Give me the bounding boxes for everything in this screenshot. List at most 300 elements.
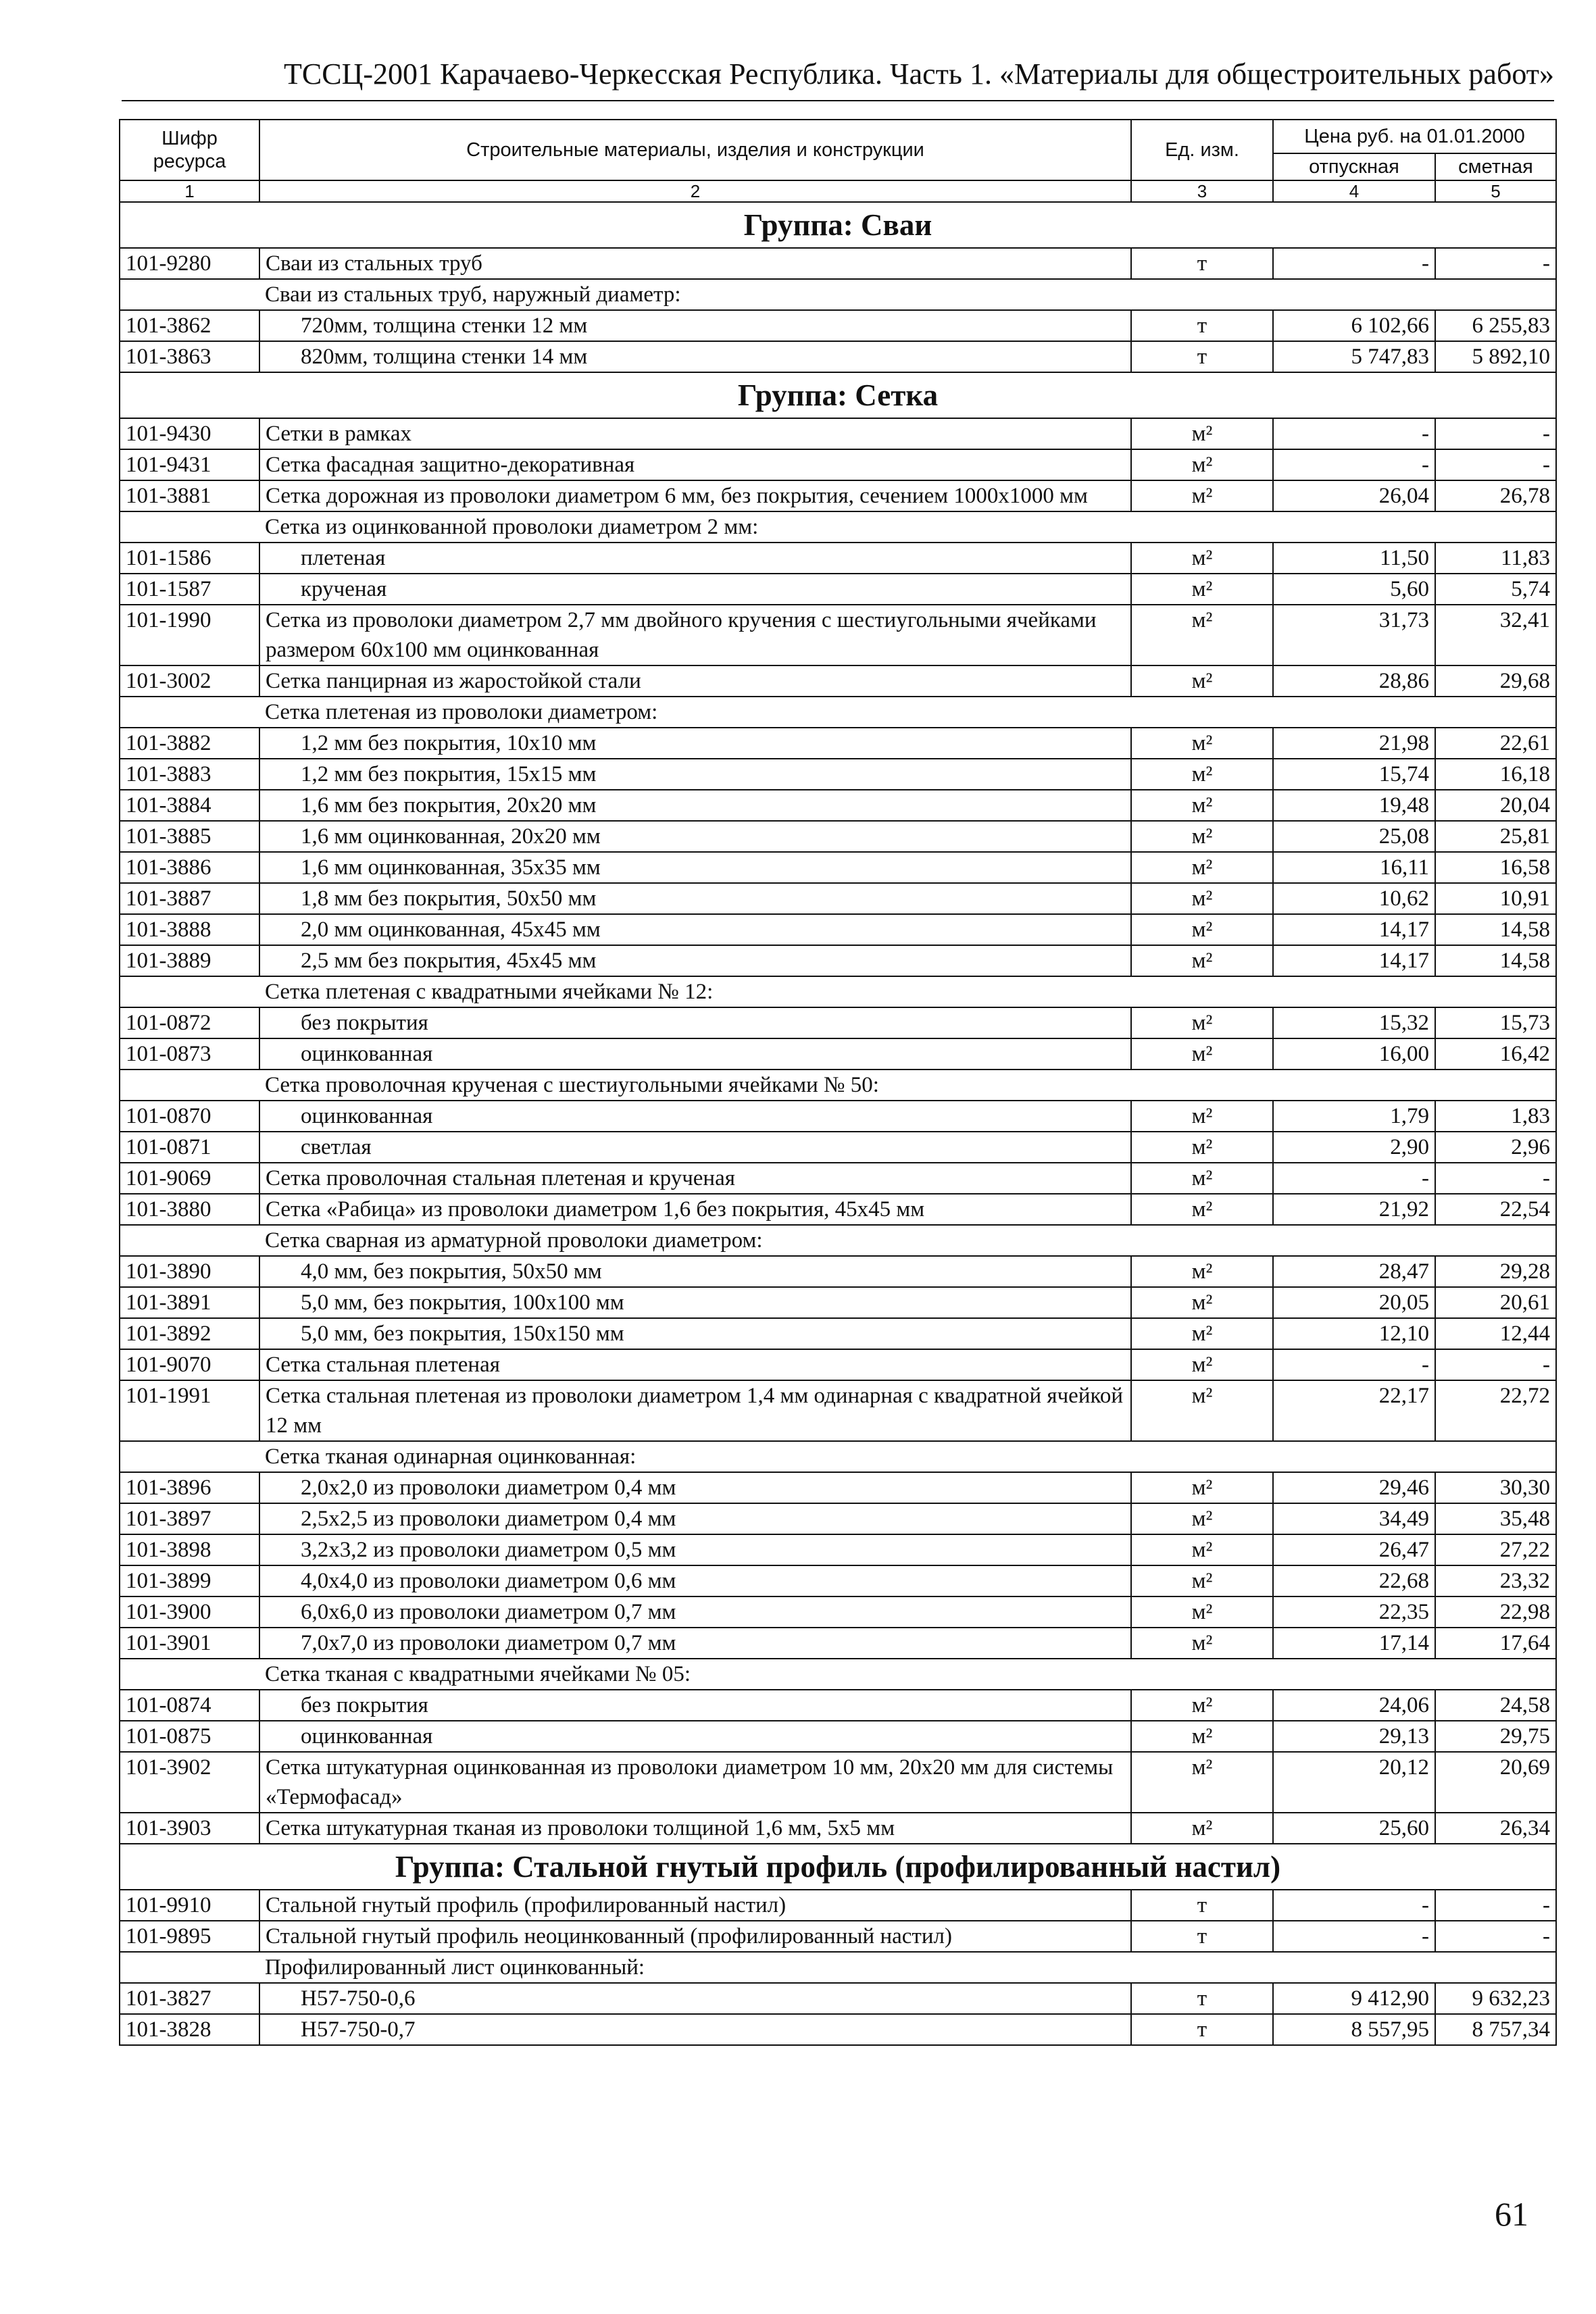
group-heading-row — [120, 202, 1556, 248]
material-name: 3,2х3,2 из проволоки диаметром 0,5 мм — [259, 1534, 1131, 1565]
release-price: 11,50 — [1273, 543, 1435, 574]
table-row — [120, 605, 1556, 665]
subheading-row — [120, 697, 1556, 728]
estimate-price: 2,96 — [1435, 1132, 1556, 1163]
release-price: 26,47 — [1273, 1534, 1435, 1565]
resource-code: 101-3897 — [120, 1503, 259, 1534]
subheading-row — [120, 1070, 1556, 1101]
estimate-price: 24,58 — [1435, 1690, 1556, 1721]
table-body — [120, 202, 1556, 2045]
column-number: 4 — [1273, 180, 1435, 202]
release-price: 14,17 — [1273, 914, 1435, 945]
header-price: Цена руб. на 01.01.2000 — [1273, 120, 1556, 153]
material-name: Сетка панцирная из жаростойкой стали — [259, 665, 1131, 697]
table-row — [120, 543, 1556, 574]
release-price: 5 747,83 — [1273, 341, 1435, 372]
unit-cell: м² — [1131, 1038, 1273, 1070]
material-name: 1,2 мм без покрытия, 10х10 мм — [259, 728, 1131, 759]
release-price: 25,60 — [1273, 1813, 1435, 1844]
material-name: 820мм, толщина стенки 14 мм — [259, 341, 1131, 372]
unit-cell: м² — [1131, 1752, 1273, 1813]
table-row — [120, 1380, 1556, 1441]
release-price: 28,47 — [1273, 1256, 1435, 1287]
estimate-price: 26,34 — [1435, 1813, 1556, 1844]
estimate-price: 23,32 — [1435, 1565, 1556, 1596]
material-name: 1,2 мм без покрытия, 15х15 мм — [259, 759, 1131, 790]
table-row — [120, 1007, 1556, 1038]
table-row — [120, 1721, 1556, 1752]
unit-cell: т — [1131, 310, 1273, 341]
subheading-spacer — [120, 697, 259, 728]
subheading-text: Сетка тканая с квадратными ячейками № 05: — [259, 1659, 1556, 1690]
unit-cell: м² — [1131, 543, 1273, 574]
material-name: 2,0х2,0 из проволоки диаметром 0,4 мм — [259, 1472, 1131, 1503]
material-name: без покрытия — [259, 1690, 1131, 1721]
estimate-price: 16,58 — [1435, 852, 1556, 883]
table-row — [120, 790, 1556, 821]
unit-cell: т — [1131, 1890, 1273, 1921]
unit-cell: м² — [1131, 1349, 1273, 1380]
table-row — [120, 1628, 1556, 1659]
release-price: - — [1273, 449, 1435, 480]
material-name: Сетка «Рабица» из проволоки диаметром 1,6 без покрытия, 45х45 мм — [259, 1194, 1131, 1225]
material-name: крученая — [259, 574, 1131, 605]
release-price: 19,48 — [1273, 790, 1435, 821]
release-price: 16,00 — [1273, 1038, 1435, 1070]
table-row — [120, 310, 1556, 341]
unit-cell: м² — [1131, 1472, 1273, 1503]
estimate-price: - — [1435, 248, 1556, 279]
table-row — [120, 1983, 1556, 2014]
material-name: Сетка стальная плетеная из проволоки диаметром 1,4 мм одинарная с квадратной ячейкой 12 мм — [259, 1380, 1131, 1441]
resource-code: 101-0871 — [120, 1132, 259, 1163]
estimate-price: 22,72 — [1435, 1380, 1556, 1441]
release-price: 1,79 — [1273, 1101, 1435, 1132]
table-row — [120, 1921, 1556, 1952]
resource-code: 101-3886 — [120, 852, 259, 883]
material-name: Сетка стальная плетеная — [259, 1349, 1131, 1380]
unit-cell: м² — [1131, 1503, 1273, 1534]
unit-cell: т — [1131, 341, 1273, 372]
resource-code: 101-3880 — [120, 1194, 259, 1225]
resource-code: 101-3888 — [120, 914, 259, 945]
release-price: - — [1273, 1921, 1435, 1952]
release-price: 15,74 — [1273, 759, 1435, 790]
table-row — [120, 1503, 1556, 1534]
header-estimate-price: сметная — [1435, 153, 1556, 180]
resource-code: 101-9910 — [120, 1890, 259, 1921]
unit-cell: м² — [1131, 1194, 1273, 1225]
table-row — [120, 1472, 1556, 1503]
resource-code: 101-0875 — [120, 1721, 259, 1752]
material-name: Сетка из проволоки диаметром 2,7 мм двойного кручения с шестиугольными ячейками размером 60х100 мм оцинкованная — [259, 605, 1131, 665]
estimate-price: - — [1435, 1163, 1556, 1194]
column-number: 1 — [120, 180, 259, 202]
subheading-spacer — [120, 1952, 259, 1983]
subheading-row — [120, 976, 1556, 1007]
table-row — [120, 914, 1556, 945]
release-price: - — [1273, 418, 1435, 449]
material-name: Сетка штукатурная тканая из проволоки толщиной 1,6 мм, 5х5 мм — [259, 1813, 1131, 1844]
resource-code: 101-0873 — [120, 1038, 259, 1070]
subheading-spacer — [120, 511, 259, 543]
estimate-price: - — [1435, 1921, 1556, 1952]
release-price: 34,49 — [1273, 1503, 1435, 1534]
unit-cell: м² — [1131, 1132, 1273, 1163]
table-row — [120, 1534, 1556, 1565]
table-row — [120, 2014, 1556, 2045]
material-name: 7,0х7,0 из проволоки диаметром 0,7 мм — [259, 1628, 1131, 1659]
release-price: 22,35 — [1273, 1596, 1435, 1628]
table-row — [120, 821, 1556, 852]
resource-code: 101-9895 — [120, 1921, 259, 1952]
estimate-price: 5,74 — [1435, 574, 1556, 605]
resource-code: 101-3885 — [120, 821, 259, 852]
release-price: - — [1273, 1890, 1435, 1921]
estimate-price: 5 892,10 — [1435, 341, 1556, 372]
table-row — [120, 1101, 1556, 1132]
table-row — [120, 1890, 1556, 1921]
subheading-row — [120, 1952, 1556, 1983]
page-number: 61 — [1495, 2195, 1528, 2233]
resource-code: 101-0870 — [120, 1101, 259, 1132]
estimate-price: - — [1435, 1890, 1556, 1921]
material-name: 4,0 мм, без покрытия, 50х50 мм — [259, 1256, 1131, 1287]
material-name: без покрытия — [259, 1007, 1131, 1038]
table-row — [120, 1256, 1556, 1287]
header-unit: Ед. изм. — [1131, 120, 1273, 180]
subheading-text: Сваи из стальных труб, наружный диаметр: — [259, 279, 1556, 310]
estimate-price: 10,91 — [1435, 883, 1556, 914]
table-row — [120, 945, 1556, 976]
unit-cell: м² — [1131, 945, 1273, 976]
release-price: 10,62 — [1273, 883, 1435, 914]
estimate-price: 6 255,83 — [1435, 310, 1556, 341]
resource-code: 101-1991 — [120, 1380, 259, 1441]
estimate-price: 32,41 — [1435, 605, 1556, 665]
release-price: 25,08 — [1273, 821, 1435, 852]
table-row — [120, 1596, 1556, 1628]
resource-code: 101-1587 — [120, 574, 259, 605]
release-price: 16,11 — [1273, 852, 1435, 883]
unit-cell: м² — [1131, 1256, 1273, 1287]
material-name: Стальной гнутый профиль неоцинкованный (профилированный настил) — [259, 1921, 1131, 1952]
estimate-price: 8 757,34 — [1435, 2014, 1556, 2045]
unit-cell: м² — [1131, 480, 1273, 511]
material-name: Сетка штукатурная оцинкованная из проволоки диаметром 10 мм, 20х20 мм для системы «Термофасад» — [259, 1752, 1131, 1813]
table-row — [120, 1813, 1556, 1844]
table-row — [120, 1132, 1556, 1163]
table-row — [120, 759, 1556, 790]
unit-cell: т — [1131, 2014, 1273, 2045]
material-name: 5,0 мм, без покрытия, 150х150 мм — [259, 1318, 1131, 1349]
release-price: 2,90 — [1273, 1132, 1435, 1163]
estimate-price: 20,61 — [1435, 1287, 1556, 1318]
subheading-row — [120, 1225, 1556, 1256]
estimate-price: 14,58 — [1435, 945, 1556, 976]
material-name: оцинкованная — [259, 1038, 1131, 1070]
table-row — [120, 1194, 1556, 1225]
estimate-price: 30,30 — [1435, 1472, 1556, 1503]
unit-cell: м² — [1131, 728, 1273, 759]
material-name: 2,5 мм без покрытия, 45х45 мм — [259, 945, 1131, 976]
resource-code: 101-3891 — [120, 1287, 259, 1318]
resource-code: 101-1586 — [120, 543, 259, 574]
subheading-text: Сетка плетеная с квадратными ячейками № 12: — [259, 976, 1556, 1007]
group-heading-row — [120, 1844, 1556, 1890]
material-name: 6,0х6,0 из проволоки диаметром 0,7 мм — [259, 1596, 1131, 1628]
release-price: 9 412,90 — [1273, 1983, 1435, 2014]
table-row — [120, 341, 1556, 372]
material-name: Сетка дорожная из проволоки диаметром 6 мм, без покрытия, сечением 1000х1000 мм — [259, 480, 1131, 511]
unit-cell: м² — [1131, 1318, 1273, 1349]
material-name: Н57-750-0,7 — [259, 2014, 1131, 2045]
estimate-price: 22,98 — [1435, 1596, 1556, 1628]
resource-code: 101-3892 — [120, 1318, 259, 1349]
material-name: 1,6 мм оцинкованная, 20х20 мм — [259, 821, 1131, 852]
estimate-price: 20,69 — [1435, 1752, 1556, 1813]
table-row — [120, 1349, 1556, 1380]
subheading-spacer — [120, 1225, 259, 1256]
unit-cell: м² — [1131, 1690, 1273, 1721]
subheading-text: Сетка плетеная из проволоки диаметром: — [259, 697, 1556, 728]
group-heading-row — [120, 372, 1556, 418]
release-price: 8 557,95 — [1273, 2014, 1435, 2045]
release-price: 29,13 — [1273, 1721, 1435, 1752]
subheading-row — [120, 279, 1556, 310]
estimate-price: - — [1435, 1349, 1556, 1380]
release-price: 6 102,66 — [1273, 310, 1435, 341]
subheading-spacer — [120, 1070, 259, 1101]
material-name: оцинкованная — [259, 1721, 1131, 1752]
unit-cell: м² — [1131, 790, 1273, 821]
resource-code: 101-9431 — [120, 449, 259, 480]
resource-code: 101-3900 — [120, 1596, 259, 1628]
unit-cell: т — [1131, 1983, 1273, 2014]
material-name: 1,6 мм оцинкованная, 35х35 мм — [259, 852, 1131, 883]
material-name: 2,5х2,5 из проволоки диаметром 0,4 мм — [259, 1503, 1131, 1534]
estimate-price: 16,42 — [1435, 1038, 1556, 1070]
estimate-price: 29,28 — [1435, 1256, 1556, 1287]
unit-cell: м² — [1131, 1007, 1273, 1038]
resource-code: 101-3882 — [120, 728, 259, 759]
resource-code: 101-3898 — [120, 1534, 259, 1565]
estimate-price: 12,44 — [1435, 1318, 1556, 1349]
unit-cell: м² — [1131, 1596, 1273, 1628]
subheading-row — [120, 1659, 1556, 1690]
table-row — [120, 449, 1556, 480]
resource-code: 101-0872 — [120, 1007, 259, 1038]
table-row — [120, 1038, 1556, 1070]
resource-code: 101-3884 — [120, 790, 259, 821]
subheading-row — [120, 511, 1556, 543]
subheading-text: Профилированный лист оцинкованный: — [259, 1952, 1556, 1983]
unit-cell: м² — [1131, 883, 1273, 914]
unit-cell: м² — [1131, 914, 1273, 945]
material-name: Стальной гнутый профиль (профилированный настил) — [259, 1890, 1131, 1921]
table-row — [120, 480, 1556, 511]
release-price: 21,92 — [1273, 1194, 1435, 1225]
estimate-price: 17,64 — [1435, 1628, 1556, 1659]
release-price: - — [1273, 248, 1435, 279]
unit-cell: м² — [1131, 821, 1273, 852]
resource-code: 101-3901 — [120, 1628, 259, 1659]
estimate-price: - — [1435, 418, 1556, 449]
group-title: Группа: Сваи — [120, 202, 1556, 248]
table-row — [120, 728, 1556, 759]
table-row — [120, 1287, 1556, 1318]
release-price: 26,04 — [1273, 480, 1435, 511]
unit-cell: т — [1131, 248, 1273, 279]
column-number: 3 — [1131, 180, 1273, 202]
material-name: Сетки в рамках — [259, 418, 1131, 449]
table-row — [120, 883, 1556, 914]
release-price: 22,68 — [1273, 1565, 1435, 1596]
estimate-price: 35,48 — [1435, 1503, 1556, 1534]
resource-code: 101-3887 — [120, 883, 259, 914]
material-name: Сваи из стальных труб — [259, 248, 1131, 279]
unit-cell: м² — [1131, 1534, 1273, 1565]
unit-cell: м² — [1131, 1813, 1273, 1844]
resource-code: 101-3863 — [120, 341, 259, 372]
material-name: плетеная — [259, 543, 1131, 574]
resource-code: 101-9069 — [120, 1163, 259, 1194]
unit-cell: м² — [1131, 418, 1273, 449]
unit-cell: м² — [1131, 852, 1273, 883]
unit-cell: м² — [1131, 759, 1273, 790]
material-name: Н57-750-0,6 — [259, 1983, 1131, 2014]
unit-cell: м² — [1131, 574, 1273, 605]
estimate-price: 15,73 — [1435, 1007, 1556, 1038]
unit-cell: м² — [1131, 605, 1273, 665]
estimate-price: 16,18 — [1435, 759, 1556, 790]
release-price: 29,46 — [1273, 1472, 1435, 1503]
subheading-text: Сетка сварная из арматурной проволоки диаметром: — [259, 1225, 1556, 1256]
material-name: оцинкованная — [259, 1101, 1131, 1132]
release-price: 17,14 — [1273, 1628, 1435, 1659]
header-name: Строительные материалы, изделия и конструкции — [259, 120, 1131, 180]
estimate-price: 26,78 — [1435, 480, 1556, 511]
unit-cell: м² — [1131, 1101, 1273, 1132]
table-row — [120, 1752, 1556, 1813]
price-table-container — [119, 119, 1555, 2046]
resource-code: 101-3896 — [120, 1472, 259, 1503]
resource-code: 101-1990 — [120, 605, 259, 665]
release-price: 12,10 — [1273, 1318, 1435, 1349]
release-price: 22,17 — [1273, 1380, 1435, 1441]
estimate-price: 20,04 — [1435, 790, 1556, 821]
estimate-price: 14,58 — [1435, 914, 1556, 945]
release-price: - — [1273, 1163, 1435, 1194]
table-row — [120, 418, 1556, 449]
release-price: 15,32 — [1273, 1007, 1435, 1038]
estimate-price: 29,75 — [1435, 1721, 1556, 1752]
subheading-spacer — [120, 1441, 259, 1472]
estimate-price: 29,68 — [1435, 665, 1556, 697]
resource-code: 101-3828 — [120, 2014, 259, 2045]
resource-code: 101-3883 — [120, 759, 259, 790]
material-name: Сетка фасадная защитно-декоративная — [259, 449, 1131, 480]
subheading-spacer — [120, 279, 259, 310]
release-price: 20,05 — [1273, 1287, 1435, 1318]
column-number: 5 — [1435, 180, 1556, 202]
resource-code: 101-9070 — [120, 1349, 259, 1380]
estimate-price: 25,81 — [1435, 821, 1556, 852]
unit-cell: м² — [1131, 1287, 1273, 1318]
table-row — [120, 665, 1556, 697]
estimate-price: 9 632,23 — [1435, 1983, 1556, 2014]
subheading-text: Сетка проволочная крученая с шестиугольными ячейками № 50: — [259, 1070, 1556, 1101]
resource-code: 101-3002 — [120, 665, 259, 697]
release-price: 5,60 — [1273, 574, 1435, 605]
release-price: 28,86 — [1273, 665, 1435, 697]
table-row — [120, 1163, 1556, 1194]
material-name: 5,0 мм, без покрытия, 100х100 мм — [259, 1287, 1131, 1318]
resource-code: 101-3827 — [120, 1983, 259, 2014]
estimate-price: 27,22 — [1435, 1534, 1556, 1565]
subheading-text: Сетка тканая одинарная оцинкованная: — [259, 1441, 1556, 1472]
table-row — [120, 1565, 1556, 1596]
material-name: 2,0 мм оцинкованная, 45х45 мм — [259, 914, 1131, 945]
page-title: ТССЦ-2001 Карачаево-Черкесская Республика. Часть 1. «Материалы для общестроительных работ» — [284, 57, 1554, 91]
subheading-row — [120, 1441, 1556, 1472]
table-header — [120, 120, 1556, 202]
release-price: 14,17 — [1273, 945, 1435, 976]
page-header — [122, 54, 1554, 101]
unit-cell: м² — [1131, 1628, 1273, 1659]
estimate-price: - — [1435, 449, 1556, 480]
material-name: 1,6 мм без покрытия, 20х20 мм — [259, 790, 1131, 821]
table-row — [120, 1690, 1556, 1721]
unit-cell: м² — [1131, 665, 1273, 697]
resource-code: 101-9430 — [120, 418, 259, 449]
subheading-spacer — [120, 976, 259, 1007]
release-price: 24,06 — [1273, 1690, 1435, 1721]
unit-cell: т — [1131, 1921, 1273, 1952]
table-row — [120, 852, 1556, 883]
resource-code: 101-0874 — [120, 1690, 259, 1721]
material-name: светлая — [259, 1132, 1131, 1163]
resource-code: 101-9280 — [120, 248, 259, 279]
unit-cell: м² — [1131, 1163, 1273, 1194]
subheading-spacer — [120, 1659, 259, 1690]
release-price: - — [1273, 1349, 1435, 1380]
unit-cell: м² — [1131, 1721, 1273, 1752]
table-row — [120, 574, 1556, 605]
resource-code: 101-3899 — [120, 1565, 259, 1596]
material-name: 720мм, толщина стенки 12 мм — [259, 310, 1131, 341]
unit-cell: м² — [1131, 449, 1273, 480]
resource-code: 101-3890 — [120, 1256, 259, 1287]
group-title: Группа: Сетка — [120, 372, 1556, 418]
resource-code: 101-3881 — [120, 480, 259, 511]
release-price: 21,98 — [1273, 728, 1435, 759]
table-row — [120, 1318, 1556, 1349]
unit-cell: м² — [1131, 1380, 1273, 1441]
unit-cell: м² — [1131, 1565, 1273, 1596]
release-price: 31,73 — [1273, 605, 1435, 665]
price-table — [119, 119, 1557, 2046]
table-row — [120, 248, 1556, 279]
header-code: Шифр ресурса — [120, 120, 259, 180]
subheading-text: Сетка из оцинкованной проволоки диаметром 2 мм: — [259, 511, 1556, 543]
resource-code: 101-3862 — [120, 310, 259, 341]
header-release-price: отпускная — [1273, 153, 1435, 180]
resource-code: 101-3889 — [120, 945, 259, 976]
group-title: Группа: Стальной гнутый профиль (профилированный настил) — [120, 1844, 1556, 1890]
resource-code: 101-3902 — [120, 1752, 259, 1813]
column-number: 2 — [259, 180, 1131, 202]
